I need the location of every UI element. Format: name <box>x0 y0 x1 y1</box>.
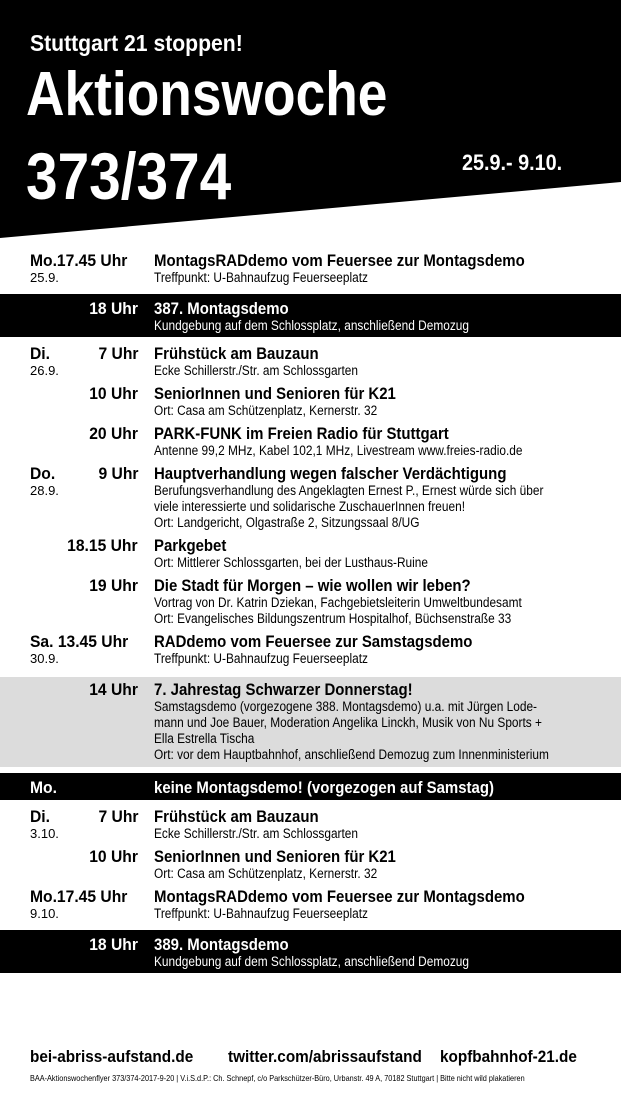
event-detail-line: mann und Joe Bauer, Moderation Angelika Linckh, Musik von Nu Sports + <box>154 715 542 730</box>
event-detail-line: Vortrag von Dr. Katrin Dziekan, Fachgebietsleiterin Umweltbundesamt <box>154 595 522 610</box>
event-row <box>0 248 621 288</box>
event-title: SeniorInnen und Senioren für K21 <box>154 847 396 866</box>
header-kicker: Stuttgart 21 stoppen! <box>30 30 243 56</box>
event-row <box>0 573 621 629</box>
event-detail-line: Ort: Mittlerer Schlossgarten, bei der Lusthaus-Ruine <box>154 555 429 570</box>
event-detail-line: Ecke Schillerstr./Str. am Schlossgarten <box>154 826 359 841</box>
event-detail-line: Antenne 99,2 MHz, Kabel 102,1 MHz, Livestream www.freies-radio.de <box>154 443 523 458</box>
event-detail-line: Samstagsdemo (vorgezogene 388. Montagsdemo) u.a. mit Jürgen Lode- <box>154 699 538 714</box>
event-content <box>154 887 599 922</box>
event-content <box>154 344 599 379</box>
event-date: 26.9. <box>30 363 59 378</box>
event-title: keine Montagsdemo! (vorgezogen auf Samstag) <box>154 778 494 797</box>
event-title: Parkgebet <box>154 536 227 555</box>
event-content <box>154 847 599 882</box>
event-detail-line: Ort: vor dem Hauptbahnhof, anschließend Demozug zum Innenministerium <box>154 747 549 762</box>
header-week-number: 373/374 <box>26 139 232 213</box>
flyer-header <box>0 0 621 240</box>
event-content <box>154 251 599 286</box>
event-detail-line: Ecke Schillerstr./Str. am Schlossgarten <box>154 363 359 378</box>
event-content <box>154 384 599 419</box>
event-row <box>0 294 621 337</box>
event-content <box>154 576 599 627</box>
event-title: Frühstück am Bauzaun <box>154 807 319 826</box>
event-detail-line: Ort: Casa am Schützenplatz, Kernerstr. 32 <box>154 866 378 881</box>
event-title: MontagsRADdemo vom Feuersee zur Montagsdemo <box>154 251 525 270</box>
event-day: Mo.17.45 Uhr <box>30 887 128 906</box>
event-row <box>0 421 621 461</box>
kopfbahnhof-link[interactable]: kopfbahnhof-21.de <box>440 1047 577 1066</box>
event-detail-line: Ort: Casa am Schützenplatz, Kernerstr. 32 <box>154 403 378 418</box>
event-content <box>154 299 599 334</box>
event-schedule <box>0 248 621 977</box>
event-date: 28.9. <box>30 483 59 498</box>
event-date: 9.10. <box>30 906 59 921</box>
event-title: Die Stadt für Morgen – wie wollen wir leben? <box>154 576 471 595</box>
event-detail-line: Berufungsverhandlung des Angeklagten Ernest P., Ernest würde sich über <box>154 483 544 498</box>
event-day: Sa. 13.45 Uhr <box>30 632 129 651</box>
event-row <box>0 773 621 812</box>
event-time: 7 Uhr <box>98 344 138 363</box>
event-time: 18 Uhr <box>89 935 138 954</box>
event-title: 387. Montagsdemo <box>154 299 289 318</box>
event-day: Di. <box>30 344 50 363</box>
event-title: SeniorInnen und Senioren für K21 <box>154 384 396 403</box>
event-detail-line: Treffpunkt: U-Bahnaufzug Feuerseeplatz <box>154 906 368 921</box>
event-time: 18.15 Uhr <box>67 536 138 555</box>
event-day: Mo. <box>30 778 57 797</box>
event-content <box>154 680 599 763</box>
event-content <box>154 935 599 970</box>
event-content <box>154 778 599 797</box>
event-day-date <box>30 251 140 285</box>
event-row <box>0 804 621 844</box>
event-date: 3.10. <box>30 826 59 841</box>
event-detail-line: Ort: Evangelisches Bildungszentrum Hospitalhof, Büchsenstraße 33 <box>154 611 512 626</box>
event-row <box>0 844 621 884</box>
event-time: 7 Uhr <box>98 807 138 826</box>
event-time: 10 Uhr <box>89 847 138 866</box>
event-detail-line: Treffpunkt: U-Bahnaufzug Feuerseeplatz <box>154 651 368 666</box>
event-day: Mo.17.45 Uhr <box>30 251 128 270</box>
event-row <box>0 533 621 573</box>
header-title: Aktionswoche <box>26 60 388 129</box>
event-content <box>154 807 599 842</box>
website-link[interactable]: bei-abriss-aufstand.de <box>30 1047 194 1066</box>
twitter-link[interactable]: twitter.com/abrissaufstand <box>228 1047 422 1066</box>
event-content <box>154 536 599 571</box>
event-detail-line: viele interessierte und solidarische ZuschauerInnen freuen! <box>154 499 466 514</box>
event-row <box>0 930 621 973</box>
event-content <box>154 464 599 531</box>
event-content <box>154 632 599 667</box>
event-title: 7. Jahrestag Schwarzer Donnerstag! <box>154 680 413 699</box>
event-detail-line: Kundgebung auf dem Schlossplatz, anschließend Demozug <box>154 318 470 333</box>
event-time: 20 Uhr <box>89 424 138 443</box>
event-detail-line: Treffpunkt: U-Bahnaufzug Feuerseeplatz <box>154 270 368 285</box>
event-title: 389. Montagsdemo <box>154 935 289 954</box>
event-row <box>0 677 621 767</box>
event-date: 25.9. <box>30 270 59 285</box>
event-detail-line: Ort: Landgericht, Olgastraße 2, Sitzungssaal 8/UG <box>154 515 420 530</box>
event-detail-line: Kundgebung auf dem Schlossplatz, anschließend Demozug <box>154 954 470 969</box>
event-day: Do. <box>30 464 56 483</box>
event-row <box>0 341 621 381</box>
event-row <box>0 461 621 533</box>
event-day-date <box>30 632 140 666</box>
event-row <box>0 884 621 924</box>
event-time: 10 Uhr <box>89 384 138 403</box>
event-time: 18 Uhr <box>89 299 138 318</box>
event-title: MontagsRADdemo vom Feuersee zur Montagsdemo <box>154 887 525 906</box>
event-time: 9 Uhr <box>98 464 138 483</box>
event-detail-line: Ella Estrella Tischa <box>154 731 255 746</box>
event-time: 14 Uhr <box>89 680 138 699</box>
event-time: 19 Uhr <box>89 576 138 595</box>
event-title: RADdemo vom Feuersee zur Samstagsdemo <box>154 632 473 651</box>
header-date-range: 25.9.- 9.10. <box>462 150 563 175</box>
imprint-text: BAA-Aktionswochenflyer 373/374-2017-9-20 | V.i.S.d.P.: Ch. Schnepf, c/o Parkschützer-Büro, Urbanstr. 49 A, 70182 Stuttgart | Bitte nicht wild plakatieren <box>30 1073 525 1083</box>
event-title: Frühstück am Bauzaun <box>154 344 319 363</box>
event-title: Hauptverhandlung wegen falscher Verdächtigung <box>154 464 507 483</box>
event-date: 30.9. <box>30 651 59 666</box>
event-row <box>0 381 621 421</box>
event-title: PARK-FUNK im Freien Radio für Stuttgart <box>154 424 449 443</box>
event-day-date <box>30 887 140 921</box>
event-row <box>0 629 621 669</box>
event-date: 2.10. <box>30 797 59 812</box>
event-day: Di. <box>30 807 50 826</box>
event-content <box>154 424 599 459</box>
